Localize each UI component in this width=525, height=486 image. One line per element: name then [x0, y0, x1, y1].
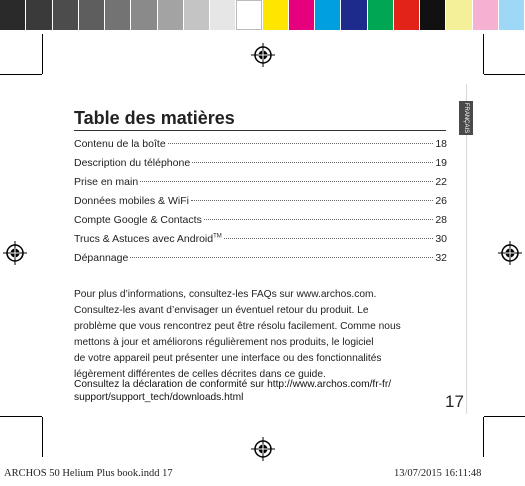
info-line: problème que vous rencontrez peut être résolu facilement. Comme nous	[74, 321, 401, 332]
toc-entry[interactable]	[74, 176, 447, 195]
info-line: Consultez-les avant d’envisager un éventuel retour du produit. Le	[74, 305, 369, 316]
crop-mark	[484, 416, 525, 417]
footer-file-name: ARCHOS 50 Helium Plus book.indd 17	[4, 468, 173, 479]
color-swatch	[131, 0, 156, 30]
toc-entry-label: Description du téléphone	[74, 157, 191, 169]
color-swatch	[263, 0, 288, 30]
color-swatch	[446, 0, 471, 30]
color-swatch	[394, 0, 419, 30]
info-line: Pour plus d’informations, consultez-les FAQs sur www.archos.com.	[74, 289, 377, 300]
crop-mark	[0, 416, 42, 417]
info-line: légèrement différentes de celles décrites dans ce guide.	[74, 369, 326, 380]
color-swatch	[499, 0, 524, 30]
color-swatch	[341, 0, 366, 30]
color-swatch	[315, 0, 340, 30]
registration-target-icon	[3, 241, 27, 265]
toc-entry-label: Dépannage	[74, 252, 129, 264]
color-swatch	[420, 0, 445, 30]
title-rule	[74, 130, 446, 131]
toc-entry-label: Contenu de la boîte	[74, 138, 166, 150]
page-number: 17	[445, 392, 464, 411]
toc-entry-label: Prise en main	[74, 176, 139, 188]
color-swatch	[26, 0, 51, 30]
registration-target-icon	[251, 43, 275, 67]
language-tab-label: FRANÇAIS	[463, 102, 469, 134]
toc-entry[interactable]	[74, 233, 447, 252]
conformity-declaration	[74, 378, 454, 404]
toc-entry-label	[74, 233, 222, 245]
toc-entry[interactable]	[74, 214, 447, 233]
registration-target-icon	[251, 437, 275, 461]
color-swatch	[158, 0, 183, 30]
color-swatch	[0, 0, 25, 30]
declaration-line[interactable]: Consultez la déclaration de conformité sur http://www.archos.com/fr-fr/	[74, 379, 392, 390]
color-swatch	[105, 0, 130, 30]
crop-mark	[483, 34, 484, 74]
toc-leader-dots	[204, 219, 433, 220]
table-of-contents	[74, 138, 447, 271]
color-swatch	[79, 0, 104, 30]
crop-mark	[42, 34, 43, 74]
toc-leader-dots	[130, 257, 433, 258]
toc-entry-page: 22	[435, 176, 447, 188]
toc-entry-page: 26	[435, 195, 447, 207]
color-swatch	[289, 0, 314, 30]
toc-entry[interactable]	[74, 252, 447, 271]
color-swatch	[368, 0, 393, 30]
crop-mark	[483, 417, 484, 457]
toc-leader-dots	[140, 181, 433, 182]
crop-mark	[484, 74, 525, 75]
toc-leader-dots	[224, 238, 434, 239]
color-swatch	[473, 0, 498, 30]
toc-entry-page: 32	[435, 252, 447, 264]
toc-entry-page: 30	[435, 233, 447, 245]
declaration-line[interactable]: support/support_tech/downloads.html	[74, 392, 244, 403]
toc-entry[interactable]	[74, 157, 447, 176]
print-color-bar	[0, 0, 525, 30]
info-paragraph	[74, 287, 454, 383]
toc-entry-page: 18	[435, 138, 447, 150]
color-swatch	[184, 0, 209, 30]
info-line: de votre appareil peut présenter une interface ou des fonctionnalités	[74, 353, 382, 364]
crop-mark	[42, 417, 43, 457]
page-title: Table des matières	[74, 108, 235, 128]
footer-timestamp: 13/07/2015 16:11:48	[394, 468, 482, 479]
toc-entry-label: Compte Google & Contacts	[74, 214, 202, 226]
registration-target-icon	[498, 241, 522, 265]
toc-leader-dots	[191, 200, 433, 201]
info-line: mettons à jour et améliorons régulièrement nos produits, le logiciel	[74, 337, 374, 348]
toc-entry-page: 19	[435, 157, 447, 169]
language-tab	[459, 101, 473, 135]
color-swatch	[210, 0, 235, 30]
toc-entry-label-text: Trucs & Astuces avec Android	[74, 233, 214, 245]
toc-entry[interactable]	[74, 195, 447, 214]
crop-mark	[0, 74, 42, 75]
toc-leader-dots	[168, 143, 434, 144]
trademark-superscript: TM	[213, 233, 222, 240]
toc-entry[interactable]	[74, 138, 447, 157]
color-swatch	[236, 0, 261, 30]
toc-leader-dots	[192, 162, 433, 163]
color-swatch	[53, 0, 78, 30]
toc-entry-page: 28	[435, 214, 447, 226]
toc-entry-label: Données mobiles & WiFi	[74, 195, 189, 207]
